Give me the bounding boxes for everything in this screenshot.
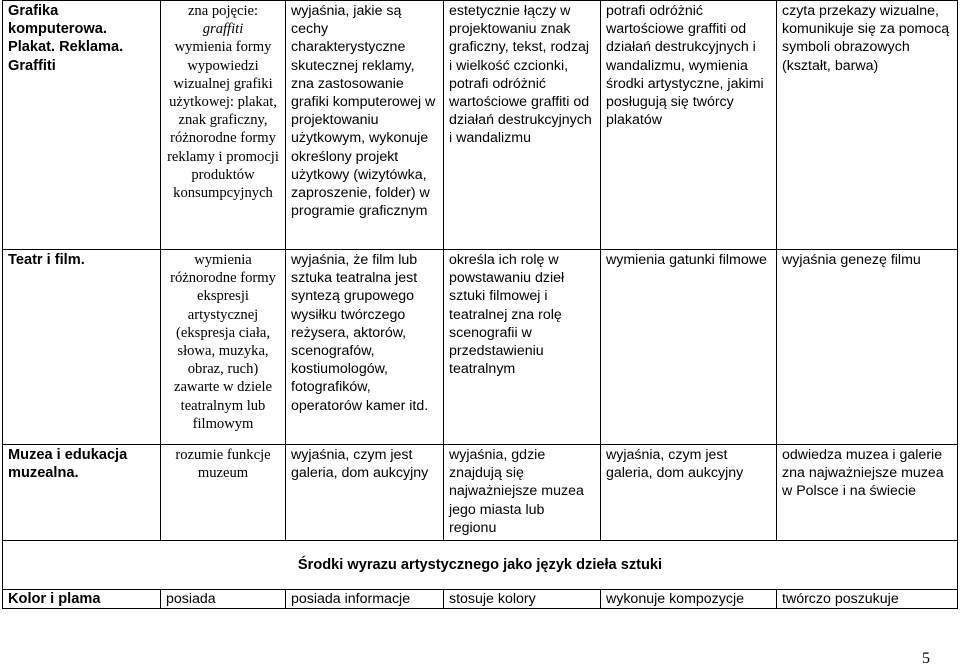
topic-cell: Kolor i plama — [3, 590, 161, 609]
table-cell: twórczo poszukuje — [777, 590, 958, 609]
topic-cell: Grafika komputerowa. Plakat. Reklama. Graffiti — [3, 1, 161, 250]
table-cell: określa ich rolę w powstawaniu dzieł sztuki filmowej i teatralnej zna rolę scenografii w przedstawieniu teatralnym — [444, 250, 601, 445]
table-cell: potrafi odróżnić wartościowe graffiti od działań destrukcyjnych i wandalizmu, wymienia środki artystyczne, jakimi posługują się twórcy plakatów — [601, 1, 777, 250]
table-cell: estetycznie łączy w projektowaniu znak graficzny, tekst, rodzaj i wielkość czcionki, potrafi odróżnić wartościowe graffiti od działań destrukcyjnych i wandalizmu — [444, 1, 601, 250]
table-cell: wymienia gatunki filmowe — [601, 250, 777, 445]
table-row — [3, 1, 958, 250]
table-cell: wyjaśnia, jakie są cechy charakterystyczne skutecznej reklamy, zna zastosowanie grafiki komputerowej w projektowaniu użytkowym, wykonuje określony projekt użytkowy (wizytówka, zaproszenie, folder) w programie graficznym — [286, 1, 444, 250]
table-row — [3, 250, 958, 445]
table-row — [3, 445, 958, 541]
table-cell: posiada informacje — [286, 590, 444, 609]
table-cell: rozumie funkcje muzeum — [161, 445, 286, 541]
table-cell: wyjaśnia, czym jest galeria, dom aukcyjny — [601, 445, 777, 541]
table-cell: zna pojęcie: graffiti wymienia formy wypowiedzi wizualnej grafiki użytkowej: plakat, znak graficzny, różnorodne formy reklamy i promocji produktów konsumpcyjnych — [161, 1, 286, 250]
page-number: 5 — [922, 650, 930, 667]
table-cell: wymienia różnorodne formy ekspresji artystycznej (ekspresja ciała, słowa, muzyka, obraz, ruch) zawarte w dziele teatralnym lub filmowym — [161, 250, 286, 445]
table-cell: stosuje kolory — [444, 590, 601, 609]
topic-cell: Teatr i film. — [3, 250, 161, 445]
curriculum-table — [2, 0, 958, 609]
table-cell: wyjaśnia genezę filmu — [777, 250, 958, 445]
table-cell: wyjaśnia, gdzie znajdują się najważniejsze muzea jego miasta lub regionu — [444, 445, 601, 541]
table-row — [3, 590, 958, 609]
table-cell: wykonuje kompozycje — [601, 590, 777, 609]
table-cell: posiada — [161, 590, 286, 609]
table-cell: odwiedza muzea i galerie zna najważniejsze muzea w Polsce i na świecie — [777, 445, 958, 541]
table-cell: czyta przekazy wizualne, komunikuje się za pomocą symboli obrazowych (kształt, barwa) — [777, 1, 958, 250]
table-row — [3, 541, 958, 590]
topic-cell: Muzea i edukacja muzealna. — [3, 445, 161, 541]
section-heading: Środki wyrazu artystycznego jako język dzieła sztuki — [3, 541, 958, 590]
table-cell: wyjaśnia, czym jest galeria, dom aukcyjny — [286, 445, 444, 541]
table-cell: wyjaśnia, że film lub sztuka teatralna jest syntezą grupowego wysiłku twórczego reżysera, aktorów, scenografów, kostiumologów, fotografików, operatorów kamer itd. — [286, 250, 444, 445]
